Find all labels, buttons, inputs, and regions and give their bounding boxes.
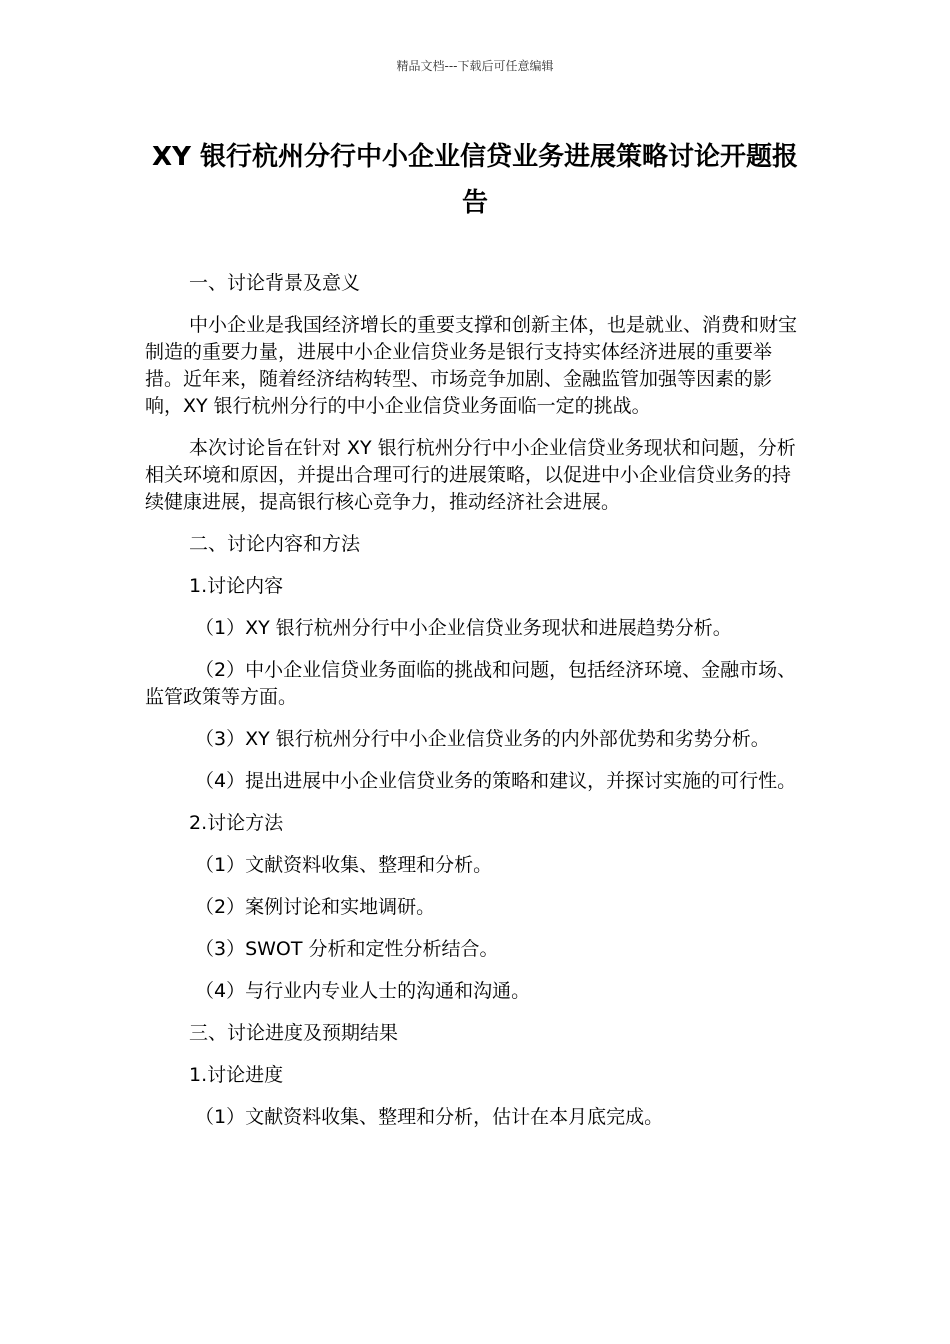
- content-item-3: （3）XY 银行杭州分行中小企业信贷业务的内外部优势和劣势分析。: [195, 728, 770, 750]
- method-item-1: （1）文献资料收集、整理和分析。: [195, 854, 493, 876]
- paragraph-background: 中小企业是我国经济增长的重要支撑和创新主体，也是就业、消费和财宝制造的重要力量，进展中小企业信贷业务是银行支持实体经济进展的重要举措。近年来，随着经济结构转型、市场竞争加剧、金融监管加强等因素的影响，XY 银行杭州分行的中小企业信贷业务面临一定的挑战。: [145, 314, 798, 417]
- subheading-method: 2.讨论方法: [189, 812, 284, 834]
- paragraph-purpose: 本次讨论旨在针对 XY 银行杭州分行中小企业信贷业务现状和问题，分析相关环境和原因，并提出合理可行的进展策略，以促进中小企业信贷业务的持续健康进展，提高银行核心竞争力，推动经济社会进展。: [145, 437, 796, 513]
- method-item-4: （4）与行业内专业人士的沟通和沟通。: [195, 980, 531, 1002]
- content-item-2: （2）中小企业信贷业务面临的挑战和问题，包括经济环境、金融市场、监管政策等方面。: [145, 659, 797, 708]
- content-item-4: （4）提出进展中小企业信贷业务的策略和建议，并探讨实施的可行性。: [195, 770, 797, 792]
- section-heading-content-method: 二、讨论内容和方法: [189, 533, 361, 555]
- header-note: 精品文档---下载后可任意编辑: [396, 59, 554, 73]
- method-item-2: （2）案例讨论和实地调研。: [195, 896, 436, 918]
- content-item-1: （1）XY 银行杭州分行中小企业信贷业务现状和进展趋势分析。: [195, 617, 732, 639]
- document-title: XY 银行杭州分行中小企业信贷业务进展策略讨论开题报告: [152, 142, 798, 218]
- subheading-content: 1.讨论内容: [189, 575, 284, 597]
- subheading-schedule: 1.讨论进度: [189, 1064, 284, 1086]
- document-body: [145, 270, 807, 1146]
- method-item-3: （3）SWOT 分析和定性分析结合。: [195, 938, 499, 960]
- section-heading-schedule: 三、讨论进度及预期结果: [189, 1022, 399, 1044]
- section-heading-background: 一、讨论背景及意义: [189, 272, 361, 294]
- schedule-item-1: （1）文献资料收集、整理和分析，估计在本月底完成。: [195, 1106, 664, 1128]
